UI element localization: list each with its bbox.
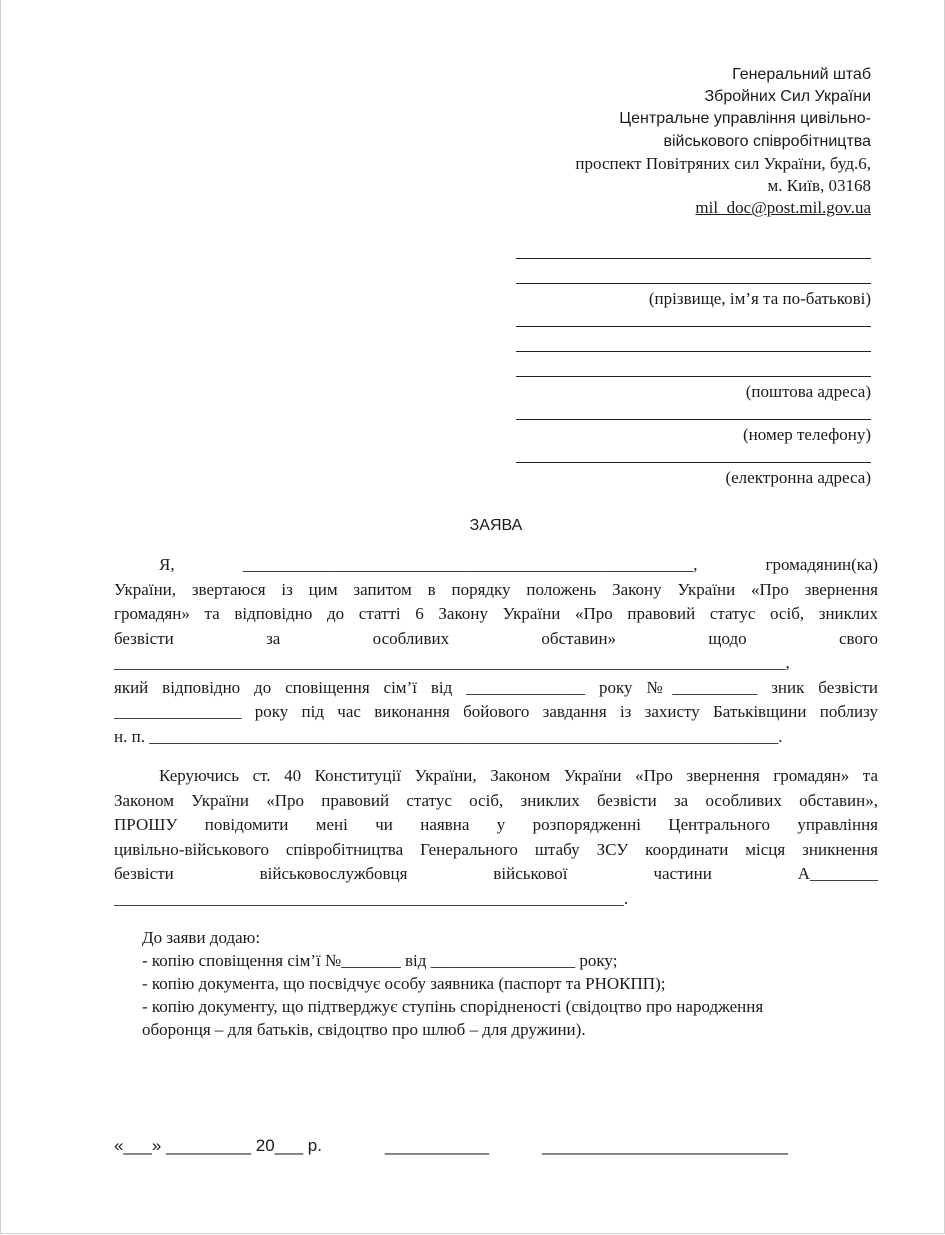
paragraph1-line-1 [114, 553, 878, 578]
sender-address-caption: (поштова адреса) [745, 382, 871, 401]
sender-address-line-2 [516, 351, 871, 352]
sender-name-line-1 [516, 258, 871, 259]
paragraph2-line-6: ____________________________________________________________. [114, 888, 629, 908]
recipient-line-2: Збройних Сил України [704, 88, 871, 106]
paragraph2-line-3: ПРОШУ повідомити мені чи наявна у розпорядженні Центрального управління [114, 815, 878, 834]
signature-field: ___________ [385, 1136, 490, 1155]
recipient-line-4: військового співробітництва [663, 132, 871, 150]
paragraph1-line-4: безвісти за особливих обставин» щодо свого [114, 628, 878, 648]
paragraph2-line-4: цивільно-військового співробітництва Генерального штабу ЗСУ координати місця зникнення [114, 839, 878, 859]
sender-email-line [516, 462, 871, 463]
sender-name-line-2 [516, 283, 871, 284]
attachment-item-1: - копію сповіщення сім’ї №_______ від _________________ року; [142, 951, 618, 970]
paragraph1-line-7: _______________ року під час виконання бойового завдання із захисту Батьківщини поблизу [114, 702, 878, 721]
sender-email-caption: (електронна адреса) [725, 468, 871, 487]
attachment-item-4: оборонця – для батьків, свідоцтво про шлюб – для дружини). [142, 1020, 586, 1039]
paragraph1-line-8: н. п. __________________________________________________________________________. [114, 726, 783, 746]
name-field: __________________________ [542, 1136, 788, 1155]
recipient-line-3: Центральне управління цивільно- [619, 110, 871, 128]
document-title: ЗАЯВА [469, 517, 523, 534]
attachment-item-2: - копію документа, що посвідчує особу заявника (паспорт та РНОКПП); [142, 974, 666, 993]
date-field: «___» _________ 20___ р. [114, 1136, 322, 1155]
citizen-label: громадянин(ка) [765, 555, 878, 574]
paragraph2-line-1: Керуючись ст. 40 Конституції України, Законом України «Про звернення громадян» та [159, 766, 878, 785]
paragraph2-line-5: безвісти військовослужбовця військової частини А________ [114, 864, 878, 883]
paragraph-legal-basis [114, 764, 878, 911]
recipient-address-1: проспект Повітряних сил України, буд.6, [575, 153, 871, 173]
sender-name-caption: (прізвище, ім’я та по-батькові) [648, 289, 871, 308]
applicant-prefix: Я, [159, 555, 175, 574]
sender-address-line-1 [516, 326, 871, 327]
paragraph1-line-3: громадян» та відповідно до статті 6 Закону України «Про правовий статус осіб, зниклих [114, 604, 878, 623]
attachments-list [142, 926, 882, 1041]
applicant-name-blank: _____________________________________________________, [242, 555, 698, 574]
sender-phone-line [516, 419, 871, 420]
paragraph1-line-5: _______________________________________________________________________________, [114, 653, 790, 672]
attachments-intro: До заяви додаю: [142, 928, 261, 947]
paragraph1-line-2: України, звертаюся із цим запитом в порядку положень Закону України «Про звернення [114, 579, 878, 599]
paragraph2-line-2: Законом України «Про правовий статус осіб, зниклих безвісти за особливих обставин», [114, 790, 878, 810]
recipient-email-link[interactable]: mil_doc@post.mil.gov.ua [695, 198, 871, 218]
paragraph-request [114, 553, 878, 749]
sender-address-line-3 [516, 376, 871, 377]
recipient-block [451, 64, 871, 219]
sender-block [516, 240, 871, 489]
attachment-item-3: - копію документу, що підтверджує ступінь спорідненості (свідоцтво про народження [142, 997, 764, 1016]
paragraph1-line-6: який відповідно до сповіщення сім’ї від ______________ року №__________ зник безвісти [114, 677, 878, 697]
recipient-address-2: м. Київ, 03168 [767, 176, 871, 196]
recipient-line-1: Генеральний штаб [732, 66, 871, 83]
sender-phone-caption: (номер телефону) [743, 425, 871, 444]
